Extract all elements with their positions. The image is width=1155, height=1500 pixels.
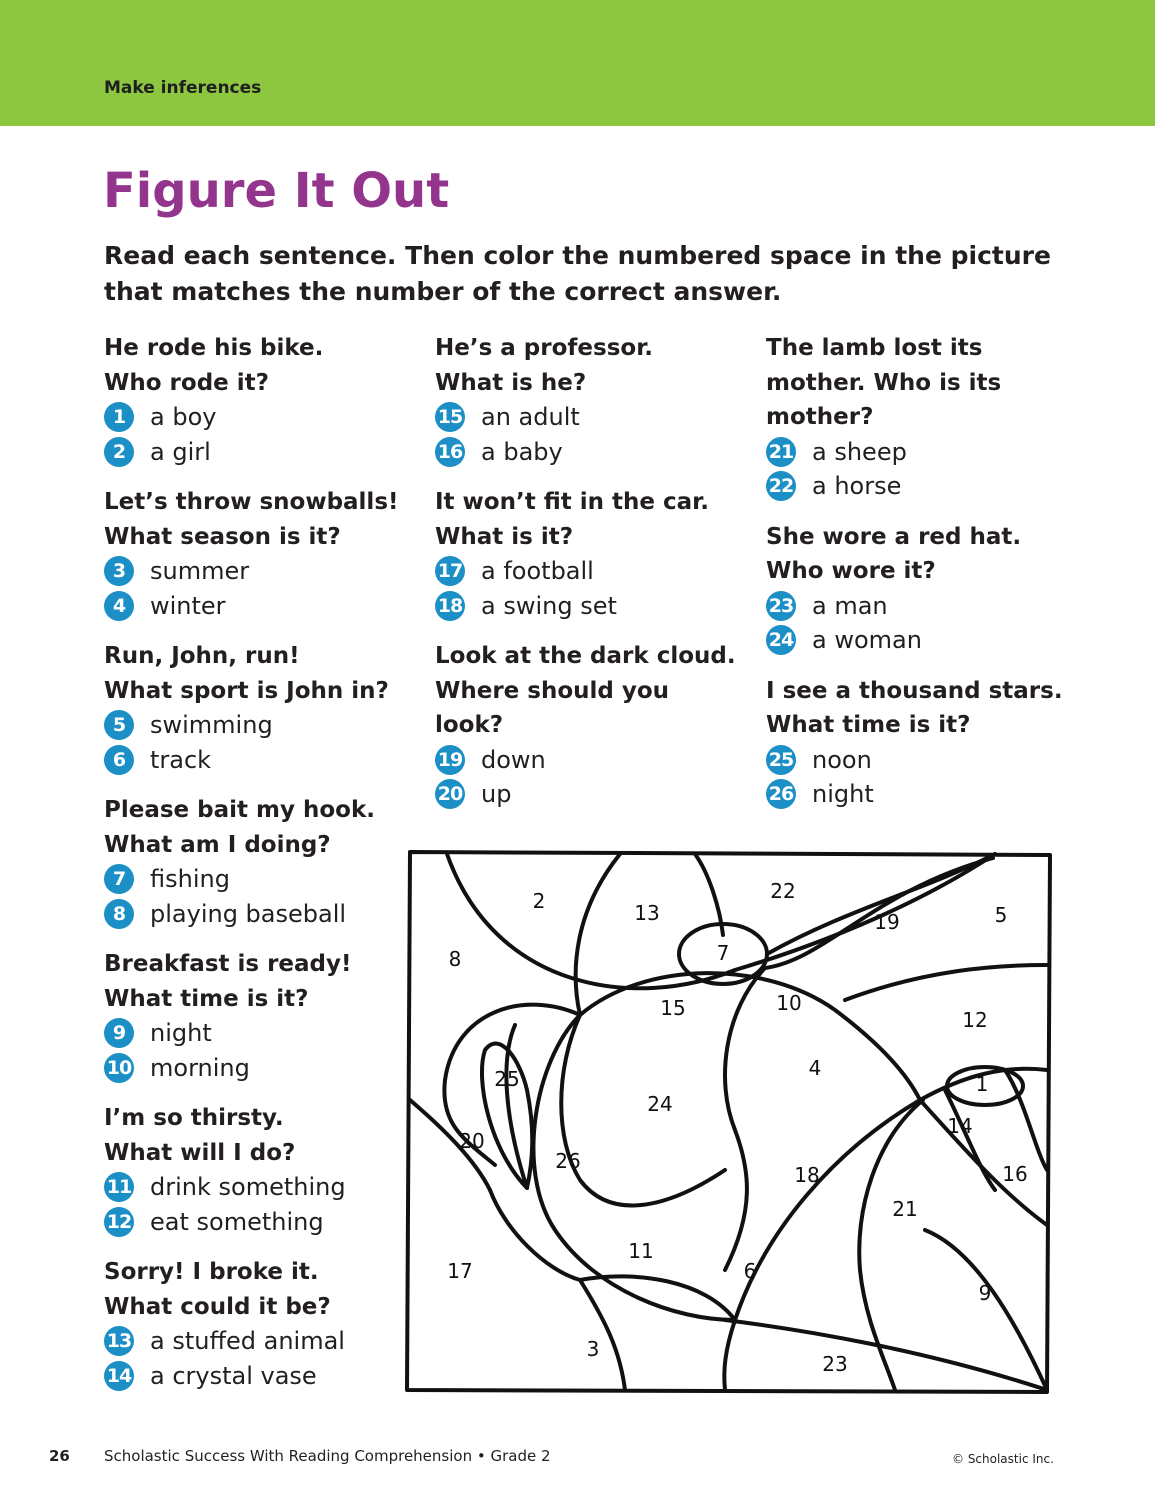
answer-option [435,554,755,589]
answer-option [435,400,755,435]
answer-text: a woman [812,626,922,654]
answer-text: a sheep [812,437,907,466]
answer-option [435,435,755,470]
region-label: 21 [892,1197,918,1221]
region-label: 7 [716,941,730,965]
answer-text: morning [150,1053,250,1082]
answer-text: night [812,780,874,808]
answer-option [766,435,1086,470]
question-block [435,639,755,812]
answer-text: a crystal vase [150,1361,317,1390]
region-label: 23 [822,1352,848,1376]
answer-text: drink something [150,1173,346,1201]
page-number: 26 [49,1447,70,1465]
answer-number-badge: 5 [104,710,134,740]
question-text: Where should you [435,677,670,704]
instructions: Read each sentence. Then color the numbered space in the picture that matches the number of the correct answer. [104,241,1051,306]
answer-option [766,623,1086,658]
question-block [766,674,1086,812]
question-block [104,947,424,1085]
answer-text: a swing set [481,591,617,620]
header-banner [0,0,1155,126]
answer-number-badge: 26 [766,779,796,809]
region-label: 22 [770,879,796,903]
question-block [104,331,424,469]
region-line [925,1230,1047,1390]
answer-option [766,743,1086,778]
color-by-number-picture [405,850,1055,1398]
region-line [725,968,765,1270]
answer-text: a baby [481,437,563,466]
question-text: I see a thousand stars. [766,677,1063,704]
answer-number-badge: 6 [104,745,134,775]
answer-text: playing baseball [150,899,347,928]
answer-number-badge: 14 [104,1361,134,1391]
question-block [104,639,424,777]
region-label: 14 [947,1114,973,1138]
section-label: Make inferences [104,78,262,98]
region-label: 16 [1002,1162,1028,1186]
answer-number-badge: 8 [104,899,134,929]
question-text: What time is it? [766,712,971,738]
region-label: 9 [978,1281,992,1305]
answer-number-badge: 21 [766,437,796,467]
question-column-2 [435,331,755,828]
answer-text: down [481,745,546,774]
answer-option [104,862,424,897]
question-text: Who rode it? [104,369,269,396]
region-line [845,965,1047,1000]
region-label: 10 [776,991,802,1015]
question-text: look? [435,712,504,738]
region-label: 3 [586,1337,600,1361]
answer-number-badge: 20 [435,779,465,809]
region-line [724,1320,735,1390]
question-text: Let’s throw snowballs! [104,489,399,515]
region-line [576,854,620,1015]
question-block [104,1101,424,1239]
region-label: 11 [628,1239,654,1263]
question-text: mother. Who is its [766,369,1002,396]
region-label: 15 [660,996,686,1020]
question-text: Run, John, run! [104,643,300,669]
page-title: Figure It Out [103,163,450,219]
answer-option [104,435,424,470]
answer-text: a man [812,591,888,620]
answer-text: up [481,780,512,808]
answer-option [435,777,755,812]
answer-number-badge: 12 [104,1207,134,1237]
answer-number-badge: 13 [104,1326,134,1356]
question-block [104,793,424,931]
answer-number-badge: 7 [104,864,134,894]
question-text: What am I doing? [104,831,331,858]
answer-text: an adult [481,403,580,431]
question-text: He’s a professor. [435,335,654,361]
answer-option [766,777,1086,812]
answer-number-badge: 9 [104,1018,134,1048]
answer-number-badge: 19 [435,745,465,775]
answer-number-badge: 17 [435,556,465,586]
question-text: She wore a red hat. [766,523,1022,550]
region-label: 2 [532,889,546,913]
answer-text: night [150,1019,212,1047]
question-text: What sport is John in? [104,677,389,704]
region-label: 12 [962,1008,988,1032]
answer-option [104,400,424,435]
copyright: © Scholastic Inc. [952,1452,1054,1466]
question-block [766,331,1086,504]
answer-number-badge: 23 [766,591,796,621]
question-text: What will I do? [104,1139,296,1166]
answer-number-badge: 15 [435,402,465,432]
answer-number-badge: 16 [435,437,465,467]
question-text: Who wore it? [766,558,936,584]
question-text: Breakfast is ready! [104,951,352,977]
region-label: 25 [494,1067,520,1091]
answer-option [104,1170,424,1205]
answer-option [104,1205,424,1240]
answer-option [104,743,424,778]
question-text: He rode his bike. [104,335,324,361]
answer-option [435,589,755,624]
answer-number-badge: 4 [104,591,134,621]
answer-option [104,1051,424,1086]
region-label: 26 [555,1149,581,1173]
region-label: 19 [874,910,900,934]
region-label: 4 [808,1056,822,1080]
answer-option [104,1324,424,1359]
answer-number-badge: 25 [766,745,796,775]
answer-text: eat something [150,1207,324,1236]
answer-text: a girl [150,437,211,466]
question-block [104,485,424,623]
answer-number-badge: 11 [104,1172,134,1202]
question-text: Please bait my hook. [104,797,376,823]
answer-text: a boy [150,403,217,431]
answer-text: a football [481,557,594,585]
question-text: The lamb lost its [766,335,983,361]
book-title: Scholastic Success With Reading Comprehension • Grade 2 [104,1447,551,1465]
answer-option [104,1359,424,1394]
answer-text: a horse [812,472,902,500]
region-label: 18 [794,1163,820,1187]
region-line [735,1069,1047,1320]
answer-option [104,897,424,932]
region-label: 6 [743,1259,757,1283]
answer-text: a stuffed animal [150,1327,345,1355]
answer-number-badge: 2 [104,437,134,467]
answer-text: track [150,745,212,774]
answer-text: swimming [150,711,273,739]
question-text: What is it? [435,523,574,550]
question-text: I’m so thirsty. [104,1105,284,1131]
question-text: What could it be? [104,1293,331,1320]
region-label: 13 [634,901,660,925]
question-text: Sorry! I broke it. [104,1259,319,1285]
answer-number-badge: 10 [104,1053,134,1083]
answer-number-badge: 18 [435,591,465,621]
answer-option [104,554,424,589]
question-text: Look at the dark cloud. [435,643,736,669]
region-line [1005,1070,1047,1170]
region-line [490,1190,580,1280]
region-label: 17 [447,1259,473,1283]
answer-option [104,589,424,624]
answer-text: winter [150,591,226,620]
answer-option [766,589,1086,624]
region-label: 20 [459,1129,485,1153]
answer-option [104,1016,424,1051]
region-label: 8 [448,947,462,971]
question-text: mother? [766,404,874,430]
region-line [580,1280,625,1390]
answer-option [435,743,755,778]
question-block [766,520,1086,658]
answer-number-badge: 1 [104,402,134,432]
region-label: 5 [994,903,1008,927]
question-block [435,331,755,469]
question-text: What is he? [435,369,587,396]
question-column-3 [766,331,1086,828]
region-line [561,1015,725,1205]
region-label: 1 [975,1072,989,1096]
question-column-1 [104,331,424,1409]
question-block [435,485,755,623]
answer-option [766,469,1086,504]
answer-number-badge: 22 [766,471,796,501]
region-line [580,1276,735,1320]
answer-text: noon [812,745,872,774]
question-text: What season is it? [104,523,341,550]
answer-number-badge: 24 [766,625,796,655]
question-text: What time is it? [104,985,309,1012]
answer-text: fishing [150,865,230,893]
answer-number-badge: 3 [104,556,134,586]
region-label: 24 [647,1092,673,1116]
answer-text: summer [150,557,250,585]
answer-option [104,708,424,743]
question-block [104,1255,424,1393]
region-line [725,1320,1047,1390]
question-text: It won’t fit in the car. [435,489,709,515]
